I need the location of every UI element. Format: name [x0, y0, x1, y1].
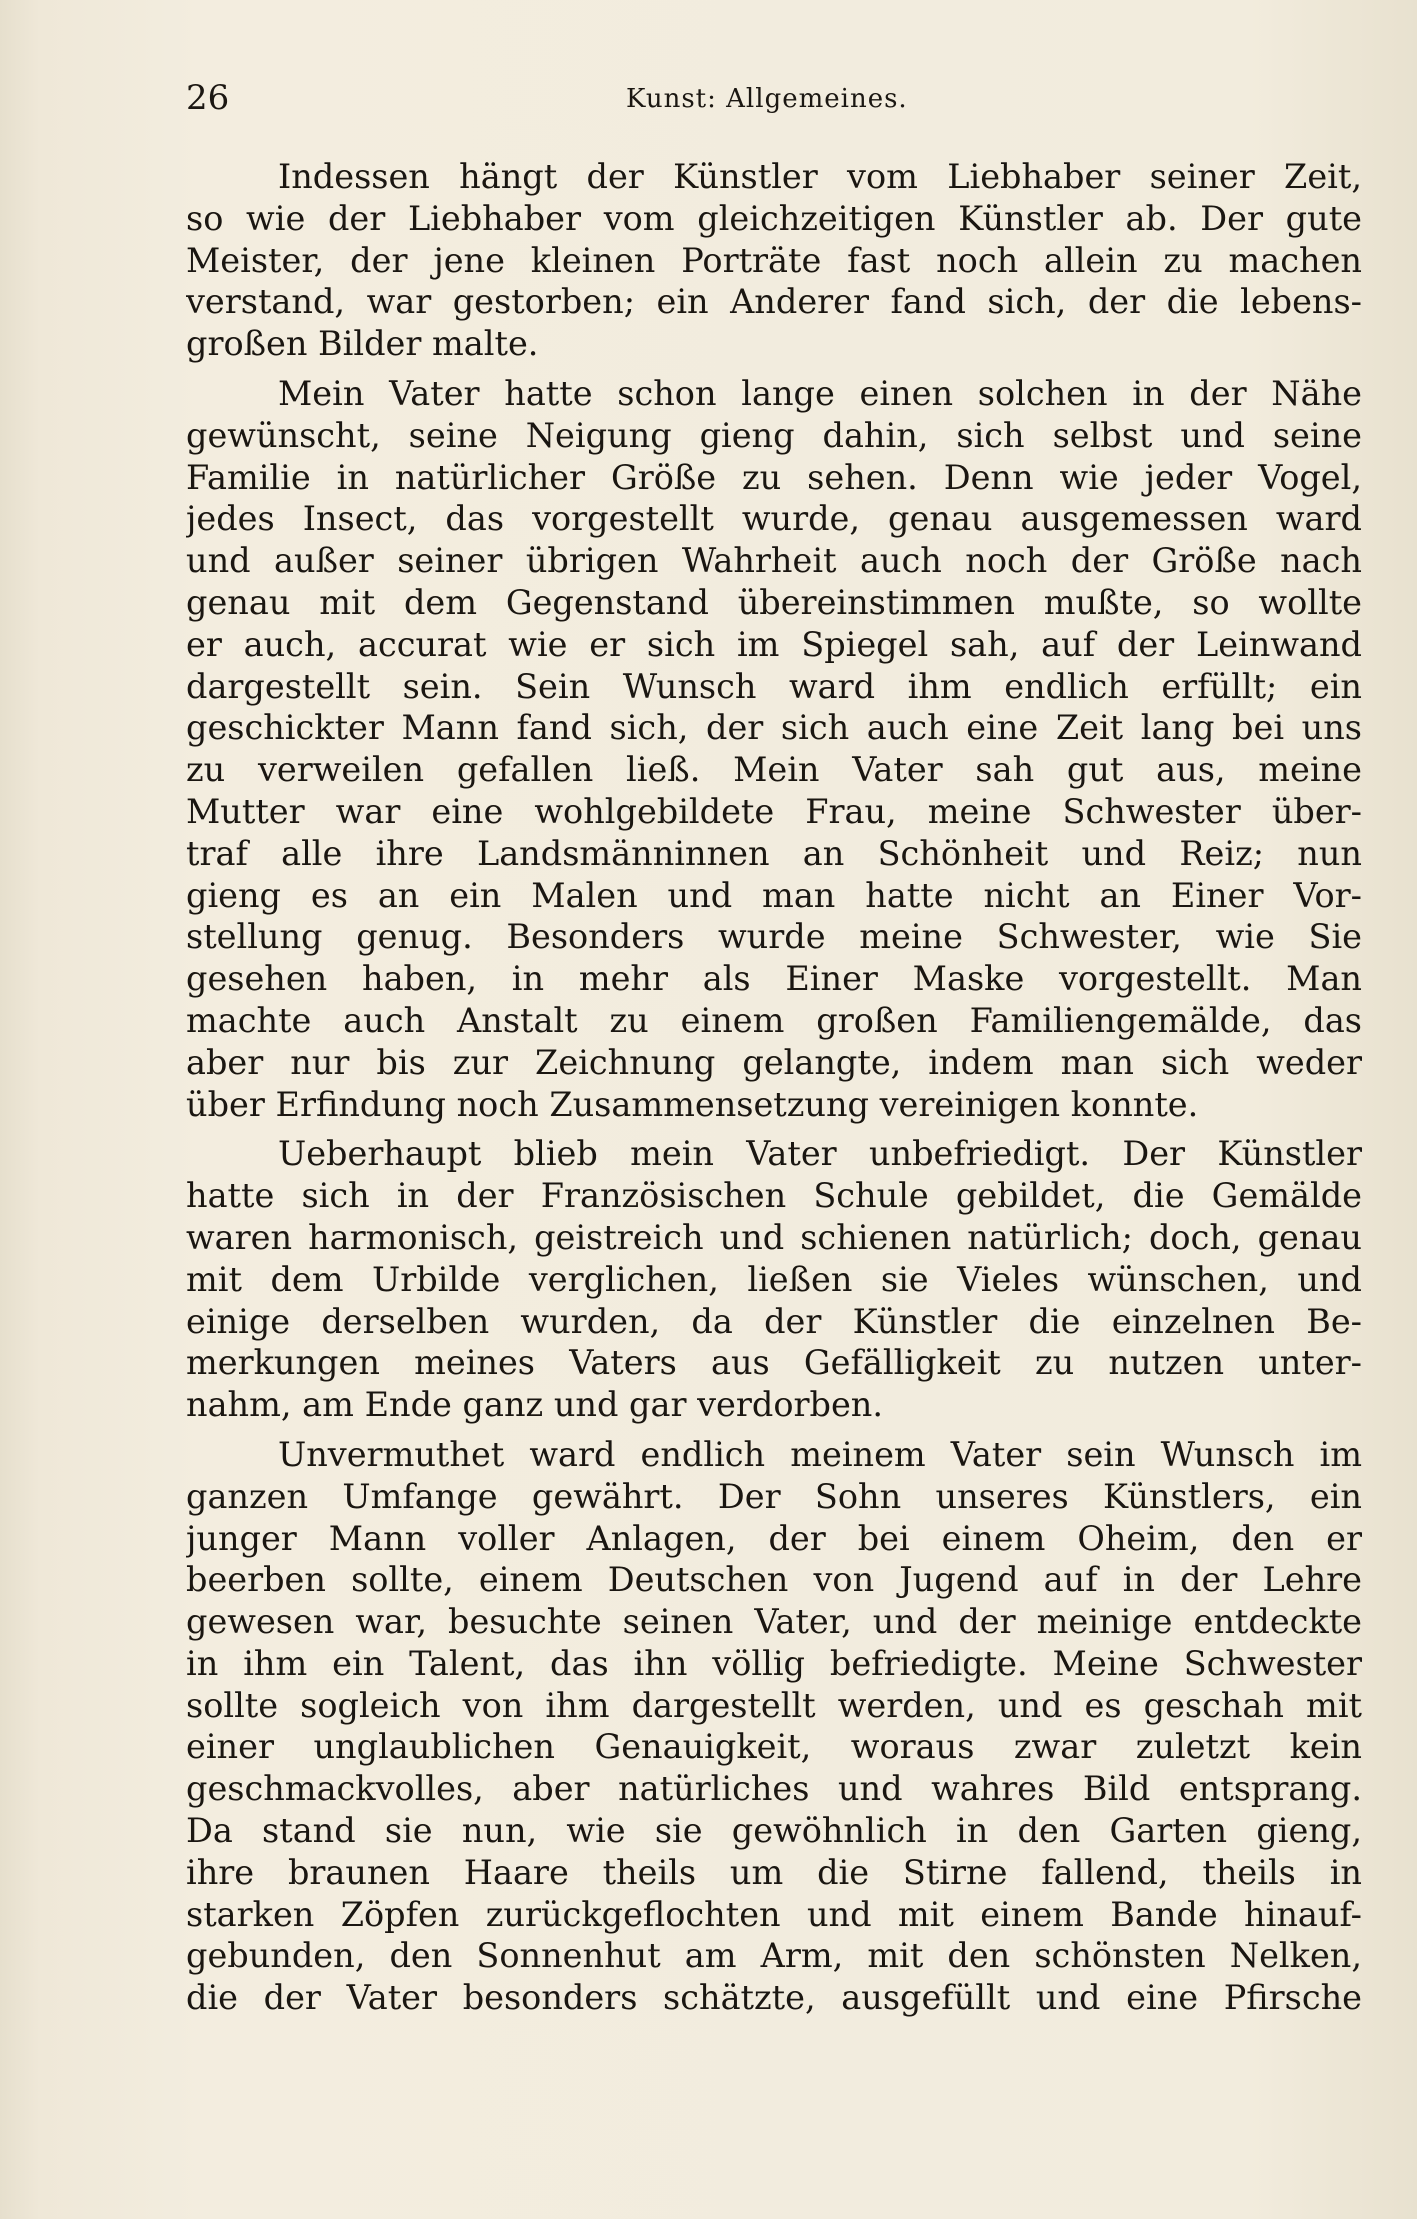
running-head: Kunst: Allgemeines.	[626, 84, 908, 114]
text-line: über Erfindung noch Zusammensetzung vereinigen konnte.	[186, 1084, 1199, 1124]
text-line: Da stand sie nun, wie sie gewöhnlich in den Garten gieng,	[186, 1811, 1362, 1851]
text-line: so wie der Liebhaber vom gleichzeitigen Künstler ab. Der gute	[186, 198, 1362, 238]
paragraph-gap	[186, 1426, 1362, 1434]
text-line: nahm, am Ende ganz und gar verdorben.	[186, 1385, 884, 1425]
text-line: gesehen haben, in mehr als Einer Maske vorgestellt. Man	[186, 959, 1362, 999]
paragraph	[186, 373, 1362, 1125]
body-text	[186, 156, 1362, 2019]
text-line: sollte sogleich von ihm dargestellt werden, und es geschah mit	[186, 1685, 1362, 1725]
text-line: beerben sollte, einem Deutschen von Jugend auf in der Lehre	[186, 1560, 1362, 1600]
page-header	[186, 78, 1362, 128]
text-line: verstand, war gestorben; ein Anderer fand sich, der die lebens-	[186, 282, 1362, 322]
text-line: aber nur bis zur Zeichnung gelangte, indem man sich weder	[186, 1042, 1362, 1082]
text-line: mit dem Urbilde verglichen, ließen sie Vieles wünschen, und	[186, 1259, 1362, 1299]
text-line: Familie in natürlicher Größe zu sehen. Denn wie jeder Vogel,	[186, 457, 1362, 497]
text-line: merkungen meines Vaters aus Gefälligkeit zu nutzen unter-	[186, 1343, 1362, 1383]
text-line: junger Mann voller Anlagen, der bei einem Oheim, den er	[186, 1518, 1362, 1558]
text-line: Mutter war eine wohlgebildete Frau, meine Schwester über-	[186, 791, 1362, 831]
paragraph-gap	[186, 1125, 1362, 1133]
text-line: zu verweilen gefallen ließ. Mein Vater sah gut aus, meine	[186, 750, 1362, 790]
text-line: einige derselben wurden, da der Künstler die einzelnen Be-	[186, 1301, 1362, 1341]
text-line: gieng es an ein Malen und man hatte nicht an Einer Vor-	[186, 875, 1362, 915]
text-line: und außer seiner übrigen Wahrheit auch noch der Größe nach	[186, 541, 1362, 581]
text-line: einer unglaublichen Genauigkeit, woraus zwar zuletzt kein	[186, 1727, 1362, 1767]
text-line: ihre braunen Haare theils um die Stirne fallend, theils in	[186, 1852, 1362, 1892]
text-line: gebunden, den Sonnenhut am Arm, mit den schönsten Nelken,	[186, 1936, 1362, 1976]
paragraph	[186, 156, 1362, 365]
text-line: Meister, der jene kleinen Porträte fast noch allein zu machen	[186, 240, 1362, 280]
text-line: geschmackvolles, aber natürliches und wahres Bild entsprang.	[186, 1769, 1362, 1809]
text-line: dargestellt sein. Sein Wunsch ward ihm endlich erfüllt; ein	[186, 666, 1362, 706]
text-line: traf alle ihre Landsmänninnen an Schönheit und Reiz; nun	[186, 833, 1362, 873]
text-line: Unvermuthet ward endlich meinem Vater sein Wunsch im	[278, 1434, 1362, 1474]
text-line: Ueberhaupt blieb mein Vater unbefriedigt. Der Künstler	[278, 1134, 1362, 1174]
page-number: 26	[186, 78, 230, 118]
text-line: in ihm ein Talent, das ihn völlig befriedigte. Meine Schwester	[186, 1643, 1362, 1683]
text-line: machte auch Anstalt zu einem großen Familiengemälde, das	[186, 1000, 1362, 1040]
text-line: geschickter Mann fand sich, der sich auch eine Zeit lang bei uns	[186, 708, 1362, 748]
paragraph-gap	[186, 365, 1362, 373]
text-line: hatte sich in der Französischen Schule gebildet, die Gemälde	[186, 1176, 1362, 1216]
text-line: Mein Vater hatte schon lange einen solchen in der Nähe	[278, 373, 1362, 413]
text-line: waren harmonisch, geistreich und schienen natürlich; doch, genau	[186, 1217, 1362, 1257]
text-line: die der Vater besonders schätzte, ausgefüllt und eine Pfirsche	[186, 1978, 1362, 2018]
text-line: stellung genug. Besonders wurde meine Schwester, wie Sie	[186, 917, 1362, 957]
text-line: jedes Insect, das vorgestellt wurde, genau ausgemessen ward	[186, 499, 1362, 539]
text-line: gewünscht, seine Neigung gieng dahin, sich selbst und seine	[186, 415, 1362, 455]
text-line: großen Bilder malte.	[186, 324, 539, 364]
text-line: gewesen war, besuchte seinen Vater, und der meinige entdeckte	[186, 1602, 1362, 1642]
text-line: Indessen hängt der Künstler vom Liebhaber seiner Zeit,	[278, 157, 1362, 196]
text-line: genau mit dem Gegenstand übereinstimmen mußte, so wollte	[186, 582, 1362, 622]
text-line: er auch, accurat wie er sich im Spiegel sah, auf der Leinwand	[186, 624, 1362, 664]
paragraph	[186, 1434, 1362, 2019]
text-line: ganzen Umfange gewährt. Der Sohn unseres Künstlers, ein	[186, 1476, 1362, 1516]
text-line: starken Zöpfen zurückgeflochten und mit einem Bande hinauf-	[186, 1894, 1362, 1934]
paragraph	[186, 1133, 1362, 1426]
